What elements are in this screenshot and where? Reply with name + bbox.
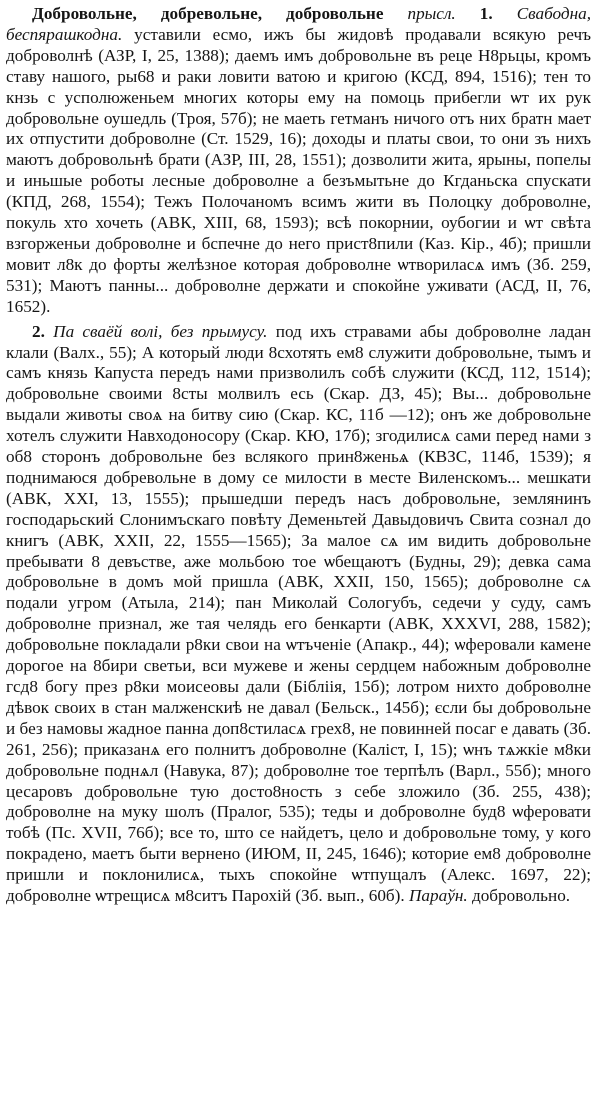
part-of-speech: прысл. <box>407 4 456 23</box>
sense-1-paragraph <box>6 4 591 318</box>
sense-2-citations: под ихъ стравами абы доброволне ладан клали (Валх., 55); А который люди 8схотять ем8 служити добровольне, тымъ и самъ князь Капуста передъ нами призволилъ собѣ служити (КСД, 112, 1514); добровольне своими 8сты молвилъ есь (Скар. ДЗ, 45); Вы... добровольне выдали животы своѧ на битву сию (Скар. КС, 11б —12); онъ же добровольне хотелъ служити Навходоносору (Скар. КЮ, 17б); згодилисѧ сами перед нами з об8 сторонъ добровольне без вслякого прин8женьѧ (КВЗС, 114б, 1539); я поднимаюся добревольне в дому се милости в месте Виленскомъ... мешкати (АВК, XXI, 13, 1555); прышедши передъ насъ добровольне, землянинъ господарьский Слонимъскаго повѣту Деменьтей Давыдовичъ Свита сознал до книгъ (АВК, XXII, 22, 1555—1565); За малое сѧ им видить добровольне пребывати 8 девъстве, аже мольбою тое ѡбещаютъ (Будны, 29); девка сама добровольне в домъ мой пришла (АВК, XXII, 150, 1565); доброволне сѧ подали угром (Атыла, 214); пан Миколай Сологубъ, седечи у суду, самъ доброволне признал, же тая челядь его бенкарти (АВК, XXXVI, 288, 1582); добровольне покладали р8ки свои на ѡтъченіе (Апакр., 44); ѡферовали камене дорогое на 8бири светьи, вси мужеве и жены сердцем набожным доброволне гсд8 богу през р8ки моисеовы дали (Бібліія, 15б); лотром нихто доброволне дѣвок своих в стан малженскиѣ не давал (Бельск., 145б); єсли бы добровольне и без намовы жадное панна доп8стиласѧ грех8, не повинней посаг е давать (Зб. 261, 256); приказанѧ его полнитъ доброволне (Каліст, I, 15); ѡнъ тѧжкіе м8ки добровольне поднѧл (Навука, 87); доброволне тое терпѣлъ (Варл., 55б); много цесаровъ добровольне тую досто8ность з себе зложило (Зб. 255, 438); доброволне на муку шолъ (Пралог, 535); теды и доброволне буд8 ѡферовати тобѣ (Пс. XVII, 76б); все то, што се найдетъ, цело и добровольне тому, у кого покрадено, маетъ быти вернено (ИЮМ, II, 245, 1646); которие ем8 доброволне пришли и поклонилисѧ, тыхъ спокойне ѡтпущалъ (Алекс. 1697, 22); доброволне ѡтрещисѧ м8ситъ Парохій (Зб. вып., 60б). <box>6 321 592 906</box>
sense-1-number: 1. <box>479 4 493 23</box>
sense-2-paragraph <box>6 322 591 907</box>
sense-1-gloss: Свабодна, беспярашкодна. <box>6 4 591 44</box>
sense-2-number: 2. <box>32 321 45 341</box>
headword: Добровольне, добревольне, добровольне <box>32 4 384 23</box>
cross-reference-text: добровольно. <box>471 886 571 906</box>
cross-reference-label: Параўн. <box>409 886 468 906</box>
sense-2-gloss: Па сваёй волі, без прымусу. <box>53 321 268 341</box>
sense-1-citations: уставили есмо, ижъ бы жидовѣ продавали всякую речъ доброволнѣ (АЗР, I, 25, 1388); даемъ имъ добровольне въ реце Н8рьцы, кромъ ставу нашого, ры68 и раки ловити ватою и кригою (КСД, 894, 1516); тен то кнзь с усполюженьем многих которы ему на помоць прибегли ѡт их рук добровольне оушедль (Троя, 57б); не маеть гетманъ ничого отъ них братн мает их отпустити доброволне (Ст. 1529, 16); доходы и платы свои, то они зъ нихъ маютъ добровольнѣ брати (АЗР, III, 28, 1551); дозволити жита, ярыны, попелы и иньшые роботы лесные доброволне а безъмытьне до Кгданьска спускати (КПД, 268, 1554); Тежъ Полочаномъ всимъ жити въ Полоцку доброволне, покуль хто хочеть (АВК, XIII, 68, 1593); всѣ покорнии, оубогии и ѡт свѣта взгорженьи доброволне и бспечне до него прист8пили (Каз. Кір., 4б); пришли мовит л8к до форты желѣзное которая доброволне ѡтвориласѧ имъ (Зб. 259, 531); Маютъ панны... доброволне держати и спокойне уживати (АСД, II, 76, 1652). <box>6 24 592 316</box>
